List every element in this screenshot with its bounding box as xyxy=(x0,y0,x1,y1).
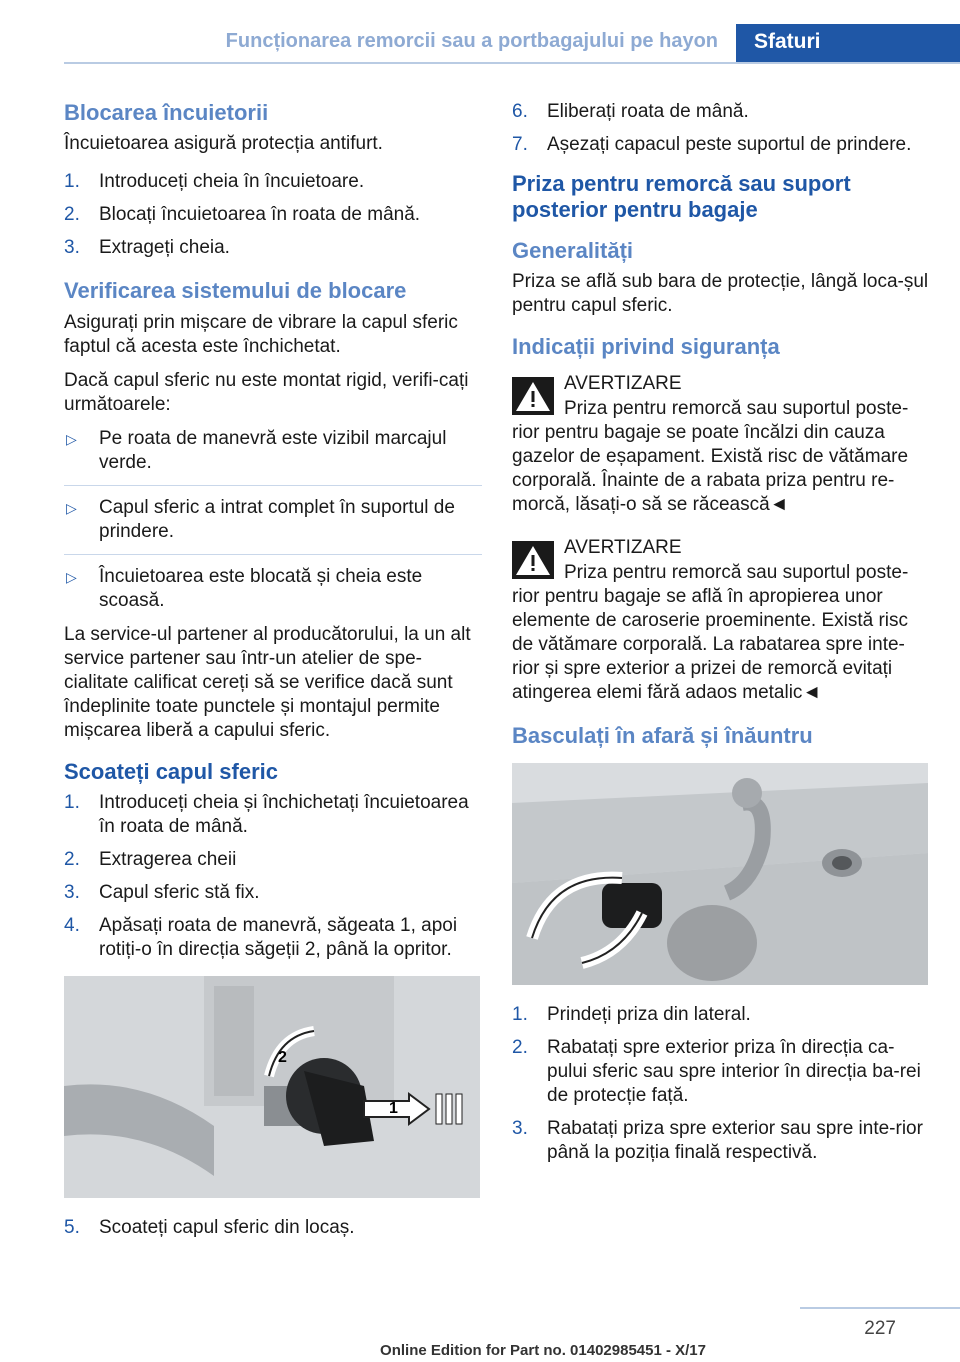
trailer-socket-illustration xyxy=(512,763,928,985)
warning-title: AVERTIZARE xyxy=(564,536,682,558)
triangle-bullet-icon: ▷ xyxy=(66,430,77,447)
general-paragraph: Priza se află sub bara de protecție, lângă loca‐șul pentru capul sferic. xyxy=(512,271,929,317)
list-item: 2. Extragerea cheii xyxy=(64,849,237,871)
list-item: 1. Introduceți cheia în încuietoare. xyxy=(64,171,365,193)
lock-heading: Blocarea încuietorii xyxy=(64,100,269,125)
warning-text: Priza pentru remorcă sau suportul poste‐ rior pentru bagaje se află în apropierea unor elemente de caroserie proeminente. Există risc de vătămare corporală. La rabatarea spre inte‐rior și spre exterior a prizei de remorcă evitați atingerea elemi fără adaos metalic◄ xyxy=(512,561,909,703)
list-item: 6. Eliberați roata de mână. xyxy=(512,101,749,122)
triangle-bullet-icon: ▷ xyxy=(66,499,77,516)
verify-bullets xyxy=(64,427,482,613)
list-item: 1. Introduceți cheia și închichetați încuietoarea în roata de mână. xyxy=(64,792,469,838)
lock-steps xyxy=(64,170,482,260)
list-item: 1. Prindeți priza din lateral. xyxy=(512,1003,751,1025)
swing-heading: Basculați în afară și înăuntru xyxy=(512,722,813,748)
list-item: ▷ Pe roata de manevră este vizibil marcajul verde. xyxy=(64,427,482,486)
continued-steps xyxy=(512,100,930,157)
verify-paragraph-1: Asigurați prin mișcare de vibrare la capul sferic faptul că acesta este închichetat. xyxy=(64,311,458,357)
section-tab[interactable]: Sfaturi xyxy=(736,24,960,62)
verify-paragraph-2: Dacă capul sferic nu este montat rigid, verifi‐cați următoarele: xyxy=(64,369,469,415)
list-item: 3. Extrageți cheia. xyxy=(64,237,230,259)
trailer-socket-photo xyxy=(512,763,928,985)
list-item: ▷ Încuietoarea este blocată și cheia este scoasă. xyxy=(66,565,423,611)
arrow-1-label: 1 xyxy=(389,1100,398,1118)
remove-steps xyxy=(64,791,482,962)
warning-text: Priza pentru remorcă sau suportul poste‐ rior pentru bagaje se poate încălzi din cauza gazelor de eșapament. Există risc de vătămare corporală. Înainte de a rabata priza pentru re‐morcă, lăsați-o să se răcească◄ xyxy=(512,397,909,515)
warning-title: AVERTIZARE xyxy=(564,372,682,394)
list-item: 3. Capul sferic stă fix. xyxy=(64,882,260,904)
warning-box xyxy=(512,371,930,517)
general-heading: Generalități xyxy=(512,237,634,263)
page-number: 227 xyxy=(864,1318,896,1339)
list-item: ▷ Capul sferic a intrat complet în suportul de prindere. xyxy=(64,496,482,555)
socket-heading: Priza pentru remorcă sau suport posterior pentru bagaje xyxy=(512,171,851,223)
arrow-2-label: 2 xyxy=(278,1049,287,1067)
safety-heading: Indicații privind siguranța xyxy=(512,334,780,360)
list-item: 2. Blocați încuietoarea în roata de mână. xyxy=(64,204,421,226)
edition-note: Online Edition for Part no. 01402985451 - X/17 xyxy=(380,1342,706,1359)
verify-paragraph-3: La service-ul partener al producătorului, la un alt service partener sau într-un atelier de spe‐cialitate calificat cereți să se verifice dacă sunt îndeplinite toate punctele și montajul permite mișcarea liberă a capului sferic. xyxy=(64,623,471,741)
header-rule xyxy=(64,62,960,64)
list-item: 4. Apăsați roata de manevră, săgeata 1, apoi rotiți-o în direcția săgeții 2, până la opritor. xyxy=(64,915,458,961)
warning-triangle-icon xyxy=(512,541,554,579)
list-item: 5. Scoateți capul sferic din locaș. xyxy=(64,1217,355,1239)
warning-box xyxy=(512,535,930,705)
remove-heading: Scoateți capul sferic xyxy=(64,758,278,784)
chapter-title: Funcționarea remorcii sau a portbagajului pe hayon xyxy=(225,30,718,52)
warning-triangle-icon xyxy=(512,377,554,415)
after-photo-steps xyxy=(64,1216,482,1240)
list-item: 7. Așezați capacul peste suportul de prindere. xyxy=(512,134,912,155)
verify-heading: Verificarea sistemului de blocare xyxy=(64,278,407,304)
footer-rule xyxy=(800,1307,960,1309)
left-column xyxy=(64,100,482,1250)
list-item: 3. Rabatați priza spre exterior sau spre inte‐rior până la poziția finală respectivă. xyxy=(512,1117,923,1163)
right-column xyxy=(512,100,930,1175)
list-item: 2. Rabatați spre exterior priza în direcția ca‐pului sferic sau spre interior în direcția ba‐rei de protecție față. xyxy=(512,1036,921,1106)
tow-hitch-photo xyxy=(64,976,480,1198)
lock-intro: Încuietoarea asigură protecția antifurt. xyxy=(64,133,383,155)
tow-hitch-illustration xyxy=(64,976,480,1198)
swing-steps xyxy=(512,1003,930,1165)
triangle-bullet-icon: ▷ xyxy=(66,568,77,585)
